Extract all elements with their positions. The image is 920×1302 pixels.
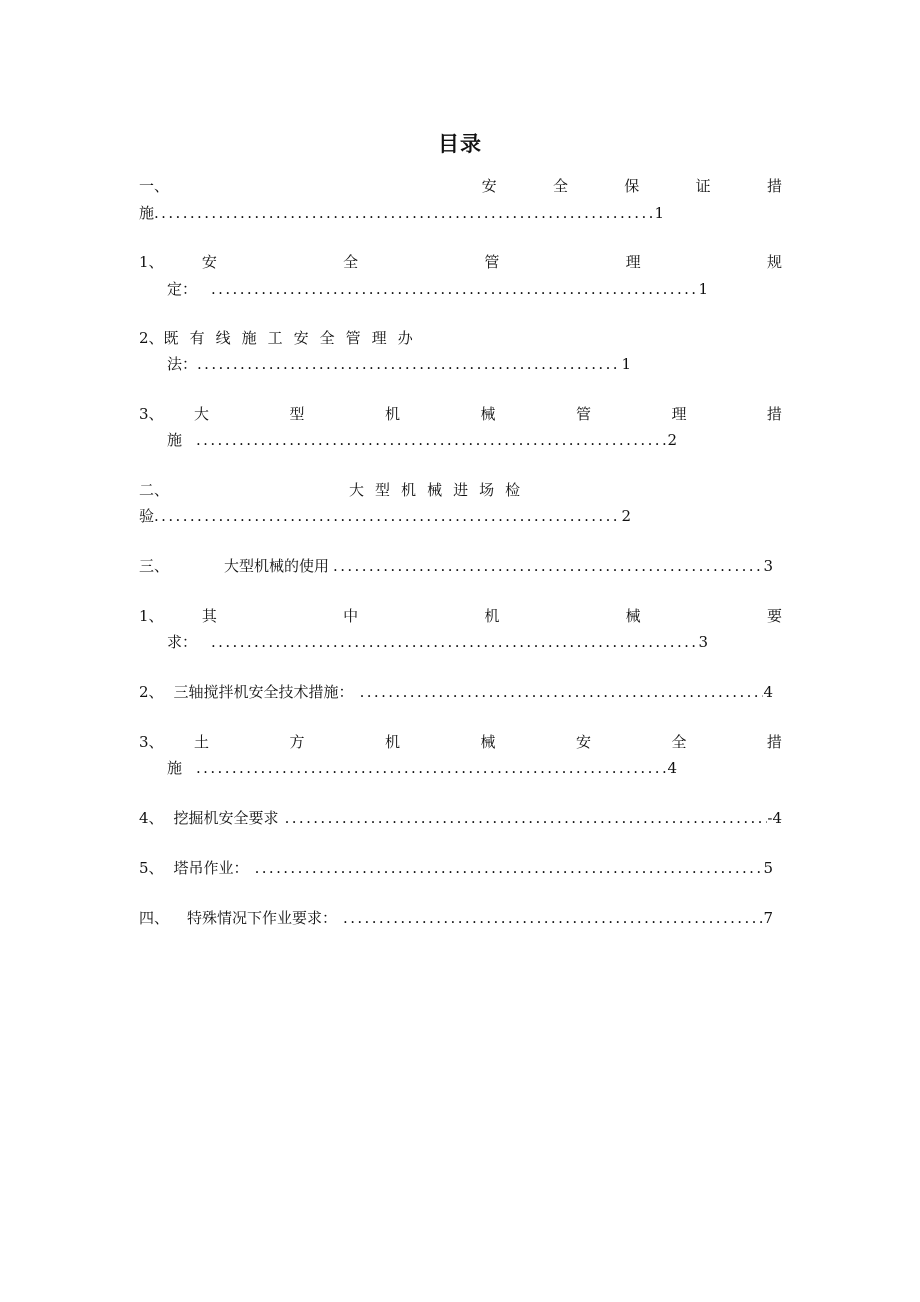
entry-word: 全 [552,177,568,195]
toc-entry-10[interactable] [139,808,782,828]
entry-prefix: 一、 [139,177,170,195]
entry-word: 工 [267,329,283,347]
page-number: 5 [763,859,773,877]
entry-prefix: 1、 [139,607,164,625]
page-number: 2 [621,507,631,525]
dot-leader [285,808,768,828]
toc-entry-12[interactable] [139,908,773,928]
entry-continuation: 施 [167,759,183,777]
toc-entry-7-line1[interactable] [139,606,782,626]
entry-word: 有 [189,329,205,347]
entry-prefix: 2、 [139,329,164,347]
entry-continuation: 施 [167,431,183,449]
entry-word: 既 [163,329,179,347]
page-number: 2 [667,431,677,449]
entry-word: 安 [481,177,497,195]
toc-entry-8[interactable] [139,682,773,702]
toc-entry-3-line1[interactable] [139,328,439,348]
page-number: 1 [698,280,708,298]
entry-word: 保 [624,177,640,195]
toc-entry-2-line2[interactable] [167,279,708,299]
entry-text: 挖掘机安全要求 [173,809,279,827]
entry-prefix: 四、 [139,909,170,927]
entry-prefix: 2、 [139,683,164,701]
page-number: 1 [654,204,664,222]
dot-leader [211,279,698,299]
entry-word: 型 [375,481,391,499]
toc-entry-9-line1[interactable] [139,732,782,752]
entry-word: 其 [201,607,217,625]
toc-title: 目录 [438,131,482,156]
entry-word: 办 [397,329,413,347]
toc-entry-4-line2[interactable] [167,430,677,450]
entry-word: 安 [293,329,309,347]
entry-prefix: 3、 [139,405,164,423]
dot-leader [343,908,763,928]
entry-word: 土 [194,733,210,751]
entry-continuation: 施 [139,204,155,222]
toc-entry-5-line2[interactable] [139,506,631,526]
toc-entry-3-line2[interactable] [167,354,631,374]
page-number: 7 [763,909,773,927]
entry-word: 规 [766,253,782,271]
entry-prefix: 4、 [139,809,164,827]
page-number: 4 [763,683,773,701]
entry-word: 方 [289,733,305,751]
entry-text: 大型机械的使用 [224,557,330,575]
dot-leader [154,506,621,526]
entry-word: 管 [575,405,591,423]
toc-entry-1-line1[interactable] [139,176,782,196]
entry-word: 安 [201,253,217,271]
entry-prefix: 1、 [139,253,164,271]
entry-word: 机 [384,405,400,423]
dot-leader [255,858,764,878]
page-number: -4 [767,809,782,827]
entry-word: 全 [343,253,359,271]
entry-text: 塔吊作业： [173,859,249,877]
entry-word: 型 [289,405,305,423]
entry-word: 安 [575,733,591,751]
entry-word: 检 [505,481,521,499]
entry-word: 械 [625,607,641,625]
entry-word: 管 [345,329,361,347]
toc-entry-2-line1[interactable] [139,252,782,272]
dot-leader [360,682,764,702]
entry-continuation: 验 [139,507,155,525]
entry-word: 大 [194,405,210,423]
entry-word: 场 [479,481,495,499]
toc-entry-11[interactable] [139,858,773,878]
entry-prefix: 5、 [139,859,164,877]
dot-leader [196,430,667,450]
entry-word: 施 [241,329,257,347]
entry-continuation: 法： [167,355,198,373]
dot-leader [197,354,621,374]
entry-word: 机 [401,481,417,499]
entry-word: 械 [427,481,443,499]
page-number: 3 [698,633,708,651]
entry-text: 三轴搅拌机安全技术措施： [173,683,354,701]
entry-word: 措 [766,733,782,751]
entry-word: 机 [384,733,400,751]
dot-leader [333,556,763,576]
entry-prefix: 3、 [139,733,164,751]
entry-continuation: 定： [167,280,198,298]
toc-entry-7-line2[interactable] [167,632,708,652]
entry-word: 理 [671,405,687,423]
entry-word: 全 [671,733,687,751]
page-number: 1 [621,355,631,373]
entry-word: 线 [215,329,231,347]
toc-entry-5-line1[interactable] [139,480,539,500]
entry-word: 要 [766,607,782,625]
entry-word: 措 [766,405,782,423]
toc-entry-4-line1[interactable] [139,404,782,424]
toc-entry-9-line2[interactable] [167,758,677,778]
page-number: 4 [667,759,677,777]
entry-word: 管 [484,253,500,271]
page-number: 3 [763,557,773,575]
entry-text: 特殊情况下作业要求： [187,909,338,927]
entry-word: 进 [453,481,469,499]
entry-word: 械 [480,405,496,423]
entry-word: 大 [349,481,365,499]
entry-word: 证 [695,177,711,195]
dot-leader [196,758,667,778]
dot-leader [211,632,698,652]
toc-entry-1-line2[interactable] [139,203,664,223]
entry-word: 械 [480,733,496,751]
entry-word: 理 [371,329,387,347]
entry-word: 理 [625,253,641,271]
entry-word: 中 [343,607,359,625]
entry-word: 机 [484,607,500,625]
dot-leader [154,203,654,223]
entry-prefix: 三、 [139,557,170,575]
entry-continuation: 求： [167,633,198,651]
entry-word: 措 [766,177,782,195]
entry-word: 全 [319,329,335,347]
toc-entry-6[interactable] [139,556,773,576]
entry-prefix: 二、 [139,481,170,499]
